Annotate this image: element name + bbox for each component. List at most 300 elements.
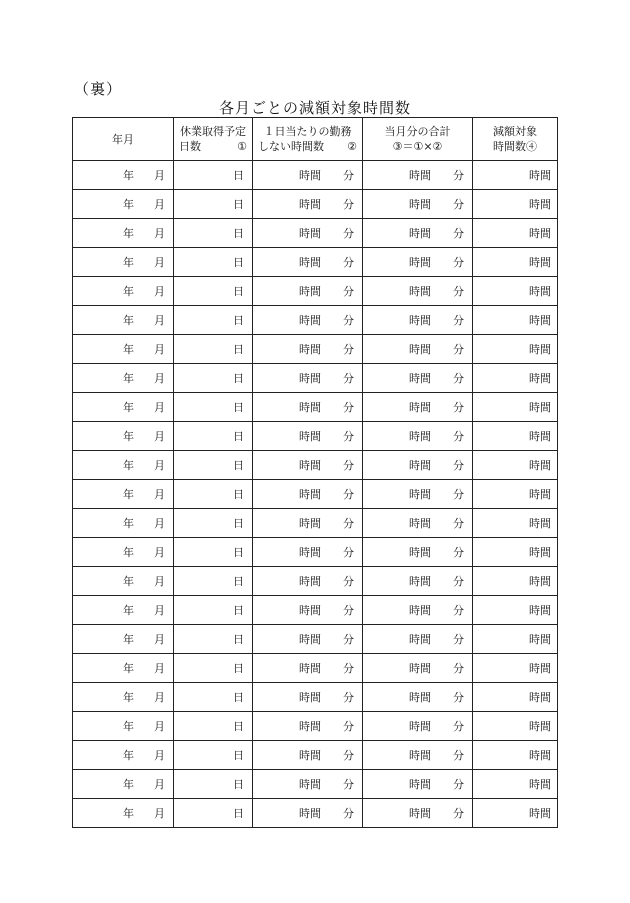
hours-unit: 時間 <box>409 226 431 240</box>
hours-unit: 時間 <box>529 603 551 617</box>
year-month-cell[interactable] <box>73 161 174 190</box>
day-unit: 日 <box>233 516 244 530</box>
reduction-hours-cell[interactable] <box>473 480 558 509</box>
hours-unit: 時間 <box>299 574 321 588</box>
leave-days-cell[interactable] <box>174 277 253 306</box>
year-unit: 年 <box>123 661 134 675</box>
day-unit: 日 <box>233 371 244 385</box>
no-work-hours-cell[interactable] <box>253 683 363 712</box>
table-row <box>73 683 558 712</box>
leave-days-cell[interactable] <box>174 393 253 422</box>
hours-unit: 時間 <box>529 342 551 356</box>
monthly-total-cell[interactable] <box>363 538 473 567</box>
table-row <box>73 161 558 190</box>
minutes-unit: 分 <box>453 777 464 791</box>
monthly-total-cell[interactable] <box>363 335 473 364</box>
minutes-unit: 分 <box>453 400 464 414</box>
month-unit: 月 <box>154 226 165 240</box>
year-month-cell[interactable] <box>73 393 174 422</box>
leave-days-cell[interactable] <box>174 596 253 625</box>
table-row <box>73 538 558 567</box>
year-month-cell[interactable] <box>73 770 174 799</box>
reduction-hours-cell[interactable] <box>473 335 558 364</box>
hours-unit: 時間 <box>529 458 551 472</box>
leave-days-cell[interactable] <box>174 538 253 567</box>
hours-unit: 時間 <box>299 516 321 530</box>
minutes-unit: 分 <box>343 748 354 762</box>
minutes-unit: 分 <box>343 632 354 646</box>
hours-unit: 時間 <box>529 284 551 298</box>
day-unit: 日 <box>233 487 244 501</box>
hours-unit: 時間 <box>529 574 551 588</box>
day-unit: 日 <box>233 400 244 414</box>
reduction-hours-cell[interactable] <box>473 712 558 741</box>
reduction-hours-cell[interactable] <box>473 190 558 219</box>
day-unit: 日 <box>233 458 244 472</box>
reduction-hours-cell[interactable] <box>473 799 558 828</box>
monthly-total-cell[interactable] <box>363 364 473 393</box>
reduction-hours-cell[interactable] <box>473 770 558 799</box>
no-work-hours-cell[interactable] <box>253 596 363 625</box>
leave-days-cell[interactable] <box>174 248 253 277</box>
table-row <box>73 335 558 364</box>
monthly-total-cell[interactable] <box>363 248 473 277</box>
reduction-hours-cell[interactable] <box>473 509 558 538</box>
minutes-unit: 分 <box>453 487 464 501</box>
minutes-unit: 分 <box>343 255 354 269</box>
month-unit: 月 <box>154 748 165 762</box>
reduction-hours-cell[interactable] <box>473 422 558 451</box>
no-work-hours-cell[interactable] <box>253 451 363 480</box>
month-unit: 月 <box>154 777 165 791</box>
hours-unit: 時間 <box>529 748 551 762</box>
month-unit: 月 <box>154 661 165 675</box>
leave-days-cell[interactable] <box>174 161 253 190</box>
hours-unit: 時間 <box>299 458 321 472</box>
year-month-cell[interactable] <box>73 480 174 509</box>
hours-unit: 時間 <box>529 719 551 733</box>
leave-days-cell[interactable] <box>174 770 253 799</box>
reduction-hours-cell[interactable] <box>473 161 558 190</box>
year-unit: 年 <box>123 458 134 472</box>
month-unit: 月 <box>154 284 165 298</box>
year-unit: 年 <box>123 806 134 820</box>
year-unit: 年 <box>123 719 134 733</box>
table-row <box>73 799 558 828</box>
leave-days-cell[interactable] <box>174 219 253 248</box>
minutes-unit: 分 <box>343 603 354 617</box>
reduction-hours-cell[interactable] <box>473 538 558 567</box>
year-month-cell[interactable] <box>73 451 174 480</box>
month-unit: 月 <box>154 603 165 617</box>
reduction-hours-cell[interactable] <box>473 277 558 306</box>
no-work-hours-cell[interactable] <box>253 364 363 393</box>
day-unit: 日 <box>233 313 244 327</box>
year-month-cell[interactable] <box>73 190 174 219</box>
header-year-month <box>73 118 174 161</box>
table-row <box>73 625 558 654</box>
month-unit: 月 <box>154 429 165 443</box>
monthly-total-cell[interactable] <box>363 683 473 712</box>
day-unit: 日 <box>233 226 244 240</box>
no-work-hours-cell[interactable] <box>253 219 363 248</box>
monthly-total-cell[interactable] <box>363 741 473 770</box>
year-month-cell[interactable] <box>73 335 174 364</box>
hours-unit: 時間 <box>529 168 551 182</box>
day-unit: 日 <box>233 603 244 617</box>
no-work-hours-cell[interactable] <box>253 567 363 596</box>
hours-unit: 時間 <box>409 545 431 559</box>
monthly-total-cell[interactable] <box>363 567 473 596</box>
month-unit: 月 <box>154 197 165 211</box>
minutes-unit: 分 <box>453 371 464 385</box>
leave-days-cell[interactable] <box>174 654 253 683</box>
month-unit: 月 <box>154 255 165 269</box>
hours-unit: 時間 <box>409 487 431 501</box>
year-month-cell[interactable] <box>73 509 174 538</box>
no-work-hours-cell[interactable] <box>253 625 363 654</box>
hours-unit: 時間 <box>409 371 431 385</box>
month-unit: 月 <box>154 313 165 327</box>
hours-unit: 時間 <box>299 284 321 298</box>
minutes-unit: 分 <box>453 226 464 240</box>
year-unit: 年 <box>123 516 134 530</box>
year-month-cell[interactable] <box>73 538 174 567</box>
hours-unit: 時間 <box>299 400 321 414</box>
header-total-line1: 当月分の合計 <box>384 125 451 138</box>
minutes-unit: 分 <box>343 313 354 327</box>
table-row <box>73 248 558 277</box>
year-month-cell[interactable] <box>73 277 174 306</box>
hours-unit: 時間 <box>299 371 321 385</box>
day-unit: 日 <box>233 574 244 588</box>
minutes-unit: 分 <box>343 545 354 559</box>
day-unit: 日 <box>233 690 244 704</box>
day-unit: 日 <box>233 719 244 733</box>
minutes-unit: 分 <box>343 400 354 414</box>
no-work-hours-cell[interactable] <box>253 161 363 190</box>
year-unit: 年 <box>123 371 134 385</box>
year-unit: 年 <box>123 197 134 211</box>
reduction-hours-cell[interactable] <box>473 219 558 248</box>
month-unit: 月 <box>154 806 165 820</box>
day-unit: 日 <box>233 429 244 443</box>
year-month-cell[interactable] <box>73 799 174 828</box>
leave-days-cell[interactable] <box>174 480 253 509</box>
header-reduction-line2: 時間数④ <box>493 140 537 153</box>
hours-unit: 時間 <box>529 313 551 327</box>
hours-unit: 時間 <box>299 487 321 501</box>
no-work-hours-cell[interactable] <box>253 393 363 422</box>
hours-unit: 時間 <box>529 516 551 530</box>
hours-unit: 時間 <box>409 719 431 733</box>
reduction-hours-cell[interactable] <box>473 683 558 712</box>
month-unit: 月 <box>154 545 165 559</box>
minutes-unit: 分 <box>343 429 354 443</box>
minutes-unit: 分 <box>453 574 464 588</box>
month-unit: 月 <box>154 400 165 414</box>
hours-unit: 時間 <box>529 400 551 414</box>
leave-days-cell[interactable] <box>174 190 253 219</box>
day-unit: 日 <box>233 255 244 269</box>
day-unit: 日 <box>233 806 244 820</box>
leave-days-cell[interactable] <box>174 422 253 451</box>
hours-unit: 時間 <box>409 748 431 762</box>
minutes-unit: 分 <box>343 226 354 240</box>
month-unit: 月 <box>154 458 165 472</box>
header-leave-days <box>174 118 253 161</box>
no-work-hours-cell[interactable] <box>253 741 363 770</box>
minutes-unit: 分 <box>343 777 354 791</box>
minutes-unit: 分 <box>453 545 464 559</box>
day-unit: 日 <box>233 661 244 675</box>
monthly-total-cell[interactable] <box>363 219 473 248</box>
hours-unit: 時間 <box>299 429 321 443</box>
minutes-unit: 分 <box>343 661 354 675</box>
monthly-total-cell[interactable] <box>363 596 473 625</box>
month-unit: 月 <box>154 516 165 530</box>
reduction-hours-cell[interactable] <box>473 306 558 335</box>
minutes-unit: 分 <box>343 574 354 588</box>
year-unit: 年 <box>123 777 134 791</box>
no-work-hours-cell[interactable] <box>253 422 363 451</box>
minutes-unit: 分 <box>453 748 464 762</box>
table-body <box>73 161 558 828</box>
year-month-cell[interactable] <box>73 219 174 248</box>
no-work-hours-cell[interactable] <box>253 770 363 799</box>
table-row <box>73 364 558 393</box>
monthly-total-cell[interactable] <box>363 451 473 480</box>
minutes-unit: 分 <box>343 806 354 820</box>
monthly-total-cell[interactable] <box>363 161 473 190</box>
no-work-hours-cell[interactable] <box>253 538 363 567</box>
minutes-unit: 分 <box>343 458 354 472</box>
hours-unit: 時間 <box>409 661 431 675</box>
monthly-total-cell[interactable] <box>363 480 473 509</box>
monthly-total-cell[interactable] <box>363 509 473 538</box>
table-header-row <box>73 118 558 161</box>
hours-unit: 時間 <box>529 632 551 646</box>
year-month-cell[interactable] <box>73 712 174 741</box>
table-row <box>73 190 558 219</box>
minutes-unit: 分 <box>343 690 354 704</box>
hours-unit: 時間 <box>299 777 321 791</box>
table-row <box>73 567 558 596</box>
header-monthly-total <box>363 118 473 161</box>
header-leave-days-mark: ① <box>237 140 247 153</box>
year-month-cell[interactable] <box>73 654 174 683</box>
day-unit: 日 <box>233 342 244 356</box>
monthly-total-cell[interactable] <box>363 712 473 741</box>
year-unit: 年 <box>123 487 134 501</box>
year-month-cell[interactable] <box>73 306 174 335</box>
year-unit: 年 <box>123 574 134 588</box>
leave-days-cell[interactable] <box>174 683 253 712</box>
table-row <box>73 770 558 799</box>
year-unit: 年 <box>123 342 134 356</box>
reduction-hours-cell[interactable] <box>473 654 558 683</box>
header-no-work-mark: ② <box>347 140 357 153</box>
hours-unit: 時間 <box>299 342 321 356</box>
day-unit: 日 <box>233 632 244 646</box>
reduction-hours-table <box>72 117 558 828</box>
leave-days-cell[interactable] <box>174 741 253 770</box>
minutes-unit: 分 <box>343 197 354 211</box>
reduction-hours-cell[interactable] <box>473 596 558 625</box>
year-unit: 年 <box>123 284 134 298</box>
minutes-unit: 分 <box>453 719 464 733</box>
monthly-total-cell[interactable] <box>363 393 473 422</box>
no-work-hours-cell[interactable] <box>253 799 363 828</box>
hours-unit: 時間 <box>409 197 431 211</box>
leave-days-cell[interactable] <box>174 306 253 335</box>
no-work-hours-cell[interactable] <box>253 480 363 509</box>
table-row <box>73 596 558 625</box>
header-total-formula: ③＝①×② <box>392 140 443 153</box>
month-unit: 月 <box>154 719 165 733</box>
header-no-work-hours <box>253 118 363 161</box>
hours-unit: 時間 <box>529 197 551 211</box>
leave-days-cell[interactable] <box>174 625 253 654</box>
monthly-total-cell[interactable] <box>363 277 473 306</box>
table-row <box>73 219 558 248</box>
hours-unit: 時間 <box>409 342 431 356</box>
hours-unit: 時間 <box>409 168 431 182</box>
year-month-cell[interactable] <box>73 364 174 393</box>
monthly-total-cell[interactable] <box>363 654 473 683</box>
hours-unit: 時間 <box>409 632 431 646</box>
header-reduction-hours <box>473 118 558 161</box>
leave-days-cell[interactable] <box>174 364 253 393</box>
table-row <box>73 509 558 538</box>
no-work-hours-cell[interactable] <box>253 712 363 741</box>
monthly-total-cell[interactable] <box>363 422 473 451</box>
reduction-hours-cell[interactable] <box>473 451 558 480</box>
hours-unit: 時間 <box>299 661 321 675</box>
year-month-cell[interactable] <box>73 683 174 712</box>
minutes-unit: 分 <box>453 516 464 530</box>
minutes-unit: 分 <box>343 284 354 298</box>
month-unit: 月 <box>154 168 165 182</box>
hours-unit: 時間 <box>299 748 321 762</box>
minutes-unit: 分 <box>453 313 464 327</box>
minutes-unit: 分 <box>453 197 464 211</box>
monthly-total-cell[interactable] <box>363 799 473 828</box>
no-work-hours-cell[interactable] <box>253 277 363 306</box>
hours-unit: 時間 <box>529 806 551 820</box>
hours-unit: 時間 <box>409 603 431 617</box>
header-leave-days-line1: 休業取得予定 <box>180 125 246 138</box>
year-month-cell[interactable] <box>73 567 174 596</box>
reduction-hours-cell[interactable] <box>473 393 558 422</box>
hours-unit: 時間 <box>529 371 551 385</box>
no-work-hours-cell[interactable] <box>253 335 363 364</box>
hours-unit: 時間 <box>529 545 551 559</box>
hours-unit: 時間 <box>409 777 431 791</box>
hours-unit: 時間 <box>299 545 321 559</box>
year-unit: 年 <box>123 632 134 646</box>
no-work-hours-cell[interactable] <box>253 306 363 335</box>
hours-unit: 時間 <box>409 313 431 327</box>
month-unit: 月 <box>154 574 165 588</box>
header-no-work-line1: １日当たりの勤務 <box>263 125 352 138</box>
day-unit: 日 <box>233 777 244 791</box>
header-year-month-label: 年月 <box>112 132 134 146</box>
year-month-cell[interactable] <box>73 596 174 625</box>
year-unit: 年 <box>123 313 134 327</box>
no-work-hours-cell[interactable] <box>253 248 363 277</box>
minutes-unit: 分 <box>453 255 464 269</box>
month-unit: 月 <box>154 371 165 385</box>
monthly-total-cell[interactable] <box>363 625 473 654</box>
monthly-total-cell[interactable] <box>363 190 473 219</box>
hours-unit: 時間 <box>299 690 321 704</box>
leave-days-cell[interactable] <box>174 799 253 828</box>
year-unit: 年 <box>123 255 134 269</box>
minutes-unit: 分 <box>453 284 464 298</box>
day-unit: 日 <box>233 168 244 182</box>
minutes-unit: 分 <box>453 690 464 704</box>
hours-unit: 時間 <box>299 632 321 646</box>
year-month-cell[interactable] <box>73 741 174 770</box>
hours-unit: 時間 <box>529 226 551 240</box>
reduction-hours-cell[interactable] <box>473 364 558 393</box>
hours-unit: 時間 <box>529 429 551 443</box>
leave-days-cell[interactable] <box>174 509 253 538</box>
minutes-unit: 分 <box>343 342 354 356</box>
hours-unit: 時間 <box>299 719 321 733</box>
hours-unit: 時間 <box>299 226 321 240</box>
day-unit: 日 <box>233 545 244 559</box>
monthly-total-cell[interactable] <box>363 770 473 799</box>
monthly-total-cell[interactable] <box>363 306 473 335</box>
table-row <box>73 393 558 422</box>
reduction-hours-cell[interactable] <box>473 625 558 654</box>
no-work-hours-cell[interactable] <box>253 190 363 219</box>
leave-days-cell[interactable] <box>174 451 253 480</box>
leave-days-cell[interactable] <box>174 712 253 741</box>
minutes-unit: 分 <box>453 806 464 820</box>
year-month-cell[interactable] <box>73 248 174 277</box>
day-unit: 日 <box>233 197 244 211</box>
reduction-hours-cell[interactable] <box>473 567 558 596</box>
year-unit: 年 <box>123 400 134 414</box>
table-row <box>73 277 558 306</box>
day-unit: 日 <box>233 748 244 762</box>
minutes-unit: 分 <box>343 168 354 182</box>
no-work-hours-cell[interactable] <box>253 654 363 683</box>
year-unit: 年 <box>123 690 134 704</box>
minutes-unit: 分 <box>453 603 464 617</box>
month-unit: 月 <box>154 342 165 356</box>
leave-days-cell[interactable] <box>174 567 253 596</box>
year-unit: 年 <box>123 168 134 182</box>
reduction-hours-cell[interactable] <box>473 248 558 277</box>
reduction-hours-cell[interactable] <box>473 741 558 770</box>
hours-unit: 時間 <box>529 255 551 269</box>
table-row <box>73 741 558 770</box>
year-month-cell[interactable] <box>73 422 174 451</box>
year-month-cell[interactable] <box>73 625 174 654</box>
leave-days-cell[interactable] <box>174 335 253 364</box>
header-reduction-line1: 減額対象 <box>493 125 537 138</box>
minutes-unit: 分 <box>453 661 464 675</box>
no-work-hours-cell[interactable] <box>253 509 363 538</box>
minutes-unit: 分 <box>453 458 464 472</box>
minutes-unit: 分 <box>343 371 354 385</box>
year-unit: 年 <box>123 748 134 762</box>
table-row <box>73 480 558 509</box>
